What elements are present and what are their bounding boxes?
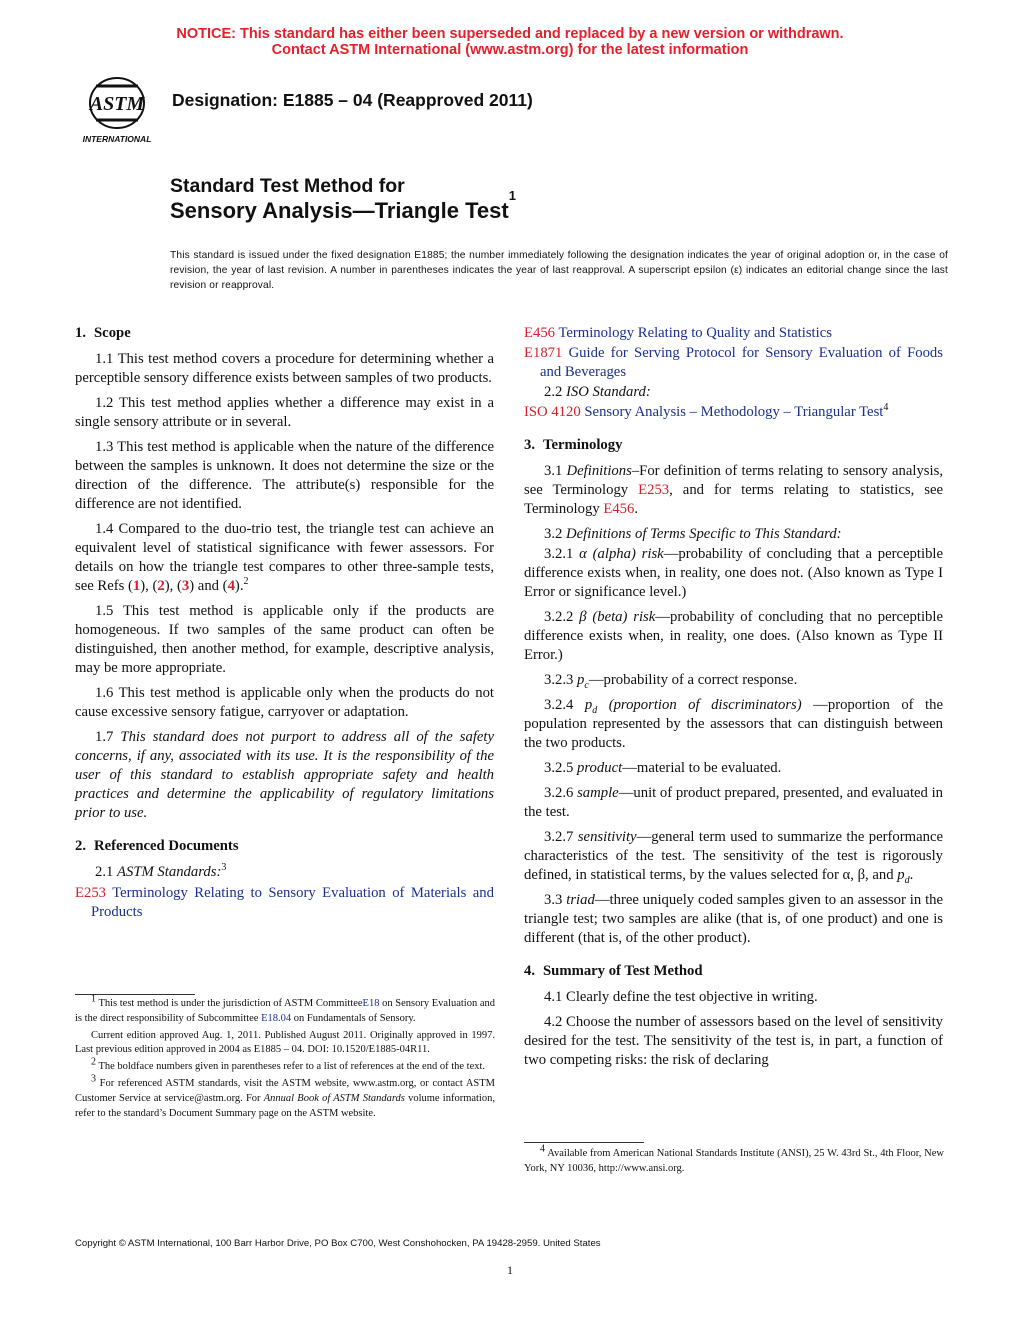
title-footnote-mark: 1 (508, 188, 516, 203)
ref-e253[interactable]: E253 Terminology Relating to Sensory Evaluation of Materials and Products (75, 885, 494, 920)
page-number: 1 (507, 1263, 513, 1277)
committee-link-e18[interactable]: E18 (362, 998, 380, 1009)
term-3-2-7: 3.2.7 sensitivity—general term used to summarize the performance characteristics of the test. The sensitivity of the test is rigorously defined, in statistical terms, by the values selected for α, β, and $p_d$. (524, 829, 943, 886)
footnote-4: $^4$ Available from American National Standards Institute (ANSI), 25 W. 43rd St., 4th Floor, New York, NY 10036, http://www.ansi.org. (524, 1143, 944, 1174)
para-1-5: 1.5 This test method is applicable only if the products are homogeneous. If two samples of the same product can often be distinguished, then another method, for example, descriptive analysis, may be more appropriate. (75, 603, 494, 676)
section-heading-terminology: 3. Terminology (524, 437, 623, 453)
para-1-1: 1.1 This test method covers a procedure for determining whether a perceptible sensory difference exists between samples of two products. (75, 351, 494, 386)
title-line-2 (170, 188, 516, 224)
ref-e1871[interactable]: E1871 Guide for Serving Protocol for Sensory Evaluation of Foods and Beverages (524, 345, 943, 380)
para-1-2: 1.2 This test method applies whether a difference may exist in a single sensory attribute or in several. (75, 395, 494, 430)
term-3-2-5: 3.2.5 product—material to be evaluated. (544, 760, 782, 776)
ref-link-4[interactable]: 4 (227, 578, 235, 594)
footnotes-left (75, 994, 495, 1123)
notice-line-2: Contact ASTM International (www.astm.org) for the latest information (271, 42, 749, 58)
notice-banner (0, 26, 1020, 58)
footnote-1: $^1$ This test method is under the jurisdiction of ASTM CommitteeE18 on Sensory Evaluation and is the direct responsibility of Subcommittee E18.04 on Fundamentals of Sensory. (75, 993, 495, 1024)
footnote-3: $^3$ For referenced ASTM standards, visit the ASTM website, www.astm.org, or contact ASTM Customer Service at service@astm.org. For Annual Book of ASTM Standards volume information, refer to the standard’s Document Summary page on the ASTM website. (75, 1073, 495, 1119)
ref-iso4120[interactable]: ISO 4120 Sensory Analysis – Methodology – Triangular Test$^4$ (524, 402, 889, 420)
term-3-3: 3.3 triad—three uniquely coded samples given to an assessor in the triangle test; two samples are alike (that is, of one product) and one is different (that is, of the other product). (524, 892, 944, 946)
section-heading-summary: 4. Summary of Test Method (524, 963, 703, 979)
subcommittee-link-e1804[interactable]: E18.04 (261, 1012, 292, 1024)
term-3-2-1: 3.2.1 α (alpha) risk—probability of concluding that a perceptible difference exists when, in reality, one does not. (Also known as Type I Error or significance level.) (524, 546, 944, 600)
section-heading-refdocs: 2. Referenced Documents (75, 838, 239, 854)
astm-logo-icon (74, 76, 164, 148)
term-3-2-2: 3.2.2 β (beta) risk—probability of concluding that no perceptible difference exists when, in reality, one does. (Also known as Type II Error.) (524, 609, 943, 663)
ref-e456[interactable]: E456 Terminology Relating to Quality and Statistics (524, 325, 832, 341)
ref-link-1[interactable]: 1 (132, 578, 141, 594)
para-3-1: 3.1 Definitions–For definition of terms relating to sensory analysis, see Terminology E253, and for terms relating to statistics, see Terminology E456. (524, 463, 943, 517)
ref-link-2[interactable]: 2 (157, 578, 165, 594)
notice-line-1: NOTICE: This standard has either been superseded and replaced by a new version or withdrawn. (176, 26, 844, 42)
right-column (524, 324, 943, 1076)
ref-link-3[interactable]: 3 (181, 578, 190, 594)
footnote-2: $^2$ The boldface numbers given in parentheses refer to a list of references at the end of the text. (91, 1056, 486, 1073)
footnotes-right (524, 1142, 944, 1179)
copyright-line: Copyright © ASTM International, 100 Barr Harbor Drive, PO Box C700, West Conshohocken, PA 19428-2959. United States (75, 1238, 601, 1249)
logo-sublabel: INTERNATIONAL (82, 134, 152, 144)
section-heading-scope: 1. Scope (75, 325, 131, 341)
title-text: Sensory Analysis—Triangle Test (170, 198, 509, 223)
para-4-2: 4.2 Choose the number of assessors based on the level of sensitivity desired for the test. The sensitivity of the test is, in part, a function of two competing risks: the risk of declaring (524, 1014, 943, 1068)
para-1-3: 1.3 This test method is applicable when the nature of the difference between the samples is unknown. It does not determine the size or the direction of the difference. The attribute(s) responsible for the difference are not identified. (75, 439, 494, 512)
term-3-2-4: 3.2.4 $p_d$ (proportion of discriminators) —proportion of the population represented by the assessors that can distinguish between the two products. (524, 697, 943, 751)
left-column (75, 324, 494, 923)
para-1-7: 1.7 This standard does not purport to address all of the safety concerns, if any, associated with its use. It is the responsibility of the user of this standard to establish appropriate safety and health practices and determine the applicability of regulatory limitations prior to use. (75, 729, 495, 821)
para-2-2: 2.2 ISO Standard: (544, 384, 651, 400)
issue-note: This standard is issued under the fixed designation E1885; the number immediately following the designation indicates the year of original adoption or, in the case of revision, the year of last revision. A number in parentheses indicates the year of last reapproval. A superscript epsilon (ε) indicates an editorial change since the last revision or reapproval. (170, 250, 948, 291)
xref-e456[interactable]: E456 (603, 501, 635, 517)
term-3-2-6: 3.2.6 sample—unit of product prepared, presented, and evaluated in the test. (524, 785, 943, 820)
term-3-2-3: 3.2.3 $p_c—probability$ of a correct response. (544, 672, 798, 691)
para-4-1: 4.1 Clearly define the test objective in writing. (544, 989, 818, 1005)
xref-e253[interactable]: E253 (638, 482, 670, 498)
footnote-1-edition: Current edition approved Aug. 1, 2011. Published August 2011. Originally approved in 1997. Last previous edition approved in 2004 as E1885 – 04. DOI: 10.1520/E1885-04R11. (75, 1029, 495, 1056)
para-2-1: 2.1 ASTM Standards:$^3$ (95, 862, 227, 880)
logo-letters: ASTM (89, 93, 145, 115)
astm-logo (74, 76, 164, 148)
para-1-4: 1.4 Compared to the duo-trio test, the triangle test can achieve an equivalent level of statistical significance with fewer assessors. For details on how the triangle test compares to other three-sample tests, see Refs (1), (2), (3) and (4).$^2$ (75, 521, 494, 594)
title-line-1: Standard Test Method for (170, 175, 405, 197)
designation: Designation: E1885 – 04 (Reapproved 2011) (172, 90, 533, 110)
para-3-2: 3.2 Definitions of Terms Specific to This Standard: (544, 526, 842, 542)
footnote-mark-2: 2 (243, 576, 249, 588)
para-1-6: 1.6 This test method is applicable only when the products do not cause excessive sensory fatigue, carryover or adaptation. (75, 685, 494, 720)
